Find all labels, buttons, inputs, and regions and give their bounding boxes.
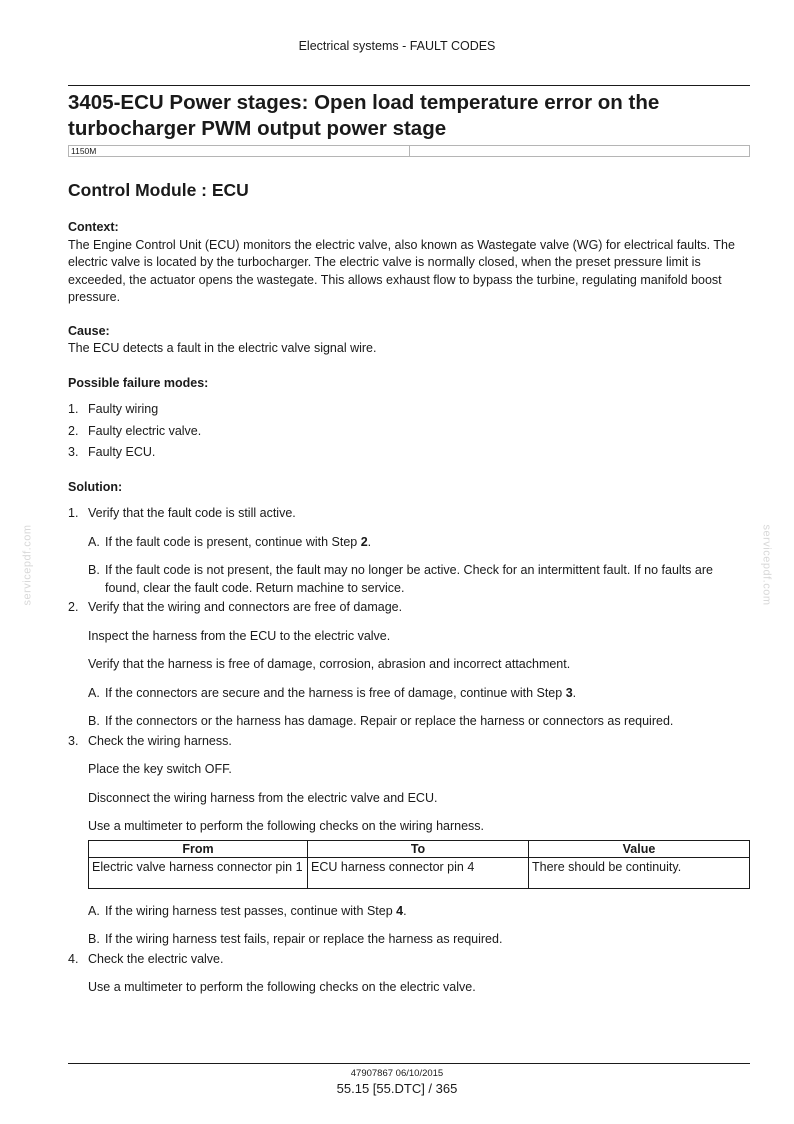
- step-3-instruction-1: Place the key switch OFF.: [88, 762, 232, 776]
- step-2-option-b: [88, 713, 750, 731]
- option-text: If the connectors or the harness has damage. Repair or replace the harness or connectors as required.: [105, 714, 674, 728]
- model-bar: [68, 145, 750, 157]
- solution-step-3: [68, 733, 750, 751]
- top-divider: [68, 85, 750, 86]
- cell-from: Electric valve harness connector pin 1: [89, 857, 308, 888]
- list-number: 3.: [68, 445, 79, 459]
- option-letter: A.: [88, 903, 100, 918]
- watermark-left: servicepdf.com: [21, 524, 34, 606]
- solution-label: Solution:: [68, 479, 123, 494]
- step-3-instruction-3: Use a multimeter to perform the following checks on the wiring harness.: [88, 819, 485, 833]
- step-number: 3.: [68, 733, 79, 748]
- option-text: If the connectors are secure and the harness is free of damage, continue with Step 3.: [105, 685, 577, 700]
- option-text: If the fault code is present, continue with Step 2.: [105, 534, 372, 549]
- step-text: Verify that the wiring and connectors are free of damage.: [88, 600, 403, 614]
- option-letter: B.: [88, 714, 100, 728]
- context-label: Context:: [68, 220, 119, 234]
- step-text: Verify that the fault code is still active.: [88, 506, 296, 520]
- cause-label: Cause:: [68, 323, 110, 338]
- model-bar-empty-cell: [409, 146, 750, 156]
- column-header-value: Value: [529, 840, 750, 857]
- step-text: Check the electric valve.: [88, 951, 224, 966]
- document-body: [68, 219, 750, 997]
- failure-modes-label: Possible failure modes:: [68, 375, 209, 390]
- step-reference: 3: [565, 685, 573, 700]
- failure-mode-item: [68, 444, 750, 462]
- failure-modes-list: [68, 401, 750, 462]
- column-header-to: To: [308, 840, 529, 857]
- running-header: Electrical systems - FAULT CODES: [298, 39, 496, 53]
- step-2-instruction-2: Verify that the harness is free of damage, corrosion, abrasion and incorrect attachment.: [88, 657, 571, 671]
- failure-mode-item: [68, 401, 750, 419]
- step-number: 2.: [68, 600, 79, 614]
- page-number: 55.15 [55.DTC] / 365: [336, 1081, 458, 1096]
- column-header-from: From: [89, 840, 308, 857]
- failure-mode-text: Faulty ECU.: [88, 445, 156, 459]
- context-text: The Engine Control Unit (ECU) monitors the electric valve, also known as Wastegate valve (WG) for electrical faults. The electric valve is located by the turbocharger. The electric valve is normally closed, when the preset pressure limit is exceeded, the actuator opens the wastegate. This allows exhaust flow to bypass the turbine, regulating manifold boost pressure.: [68, 237, 735, 304]
- cause-text: The ECU detects a fault in the electric valve signal wire.: [68, 341, 377, 355]
- step-number: 1.: [68, 506, 79, 520]
- option-letter: B.: [88, 563, 100, 577]
- step-1-option-a: [88, 534, 750, 552]
- step-3-option-a: [88, 903, 750, 921]
- bottom-divider: [68, 1063, 750, 1064]
- step-1-option-b: [88, 562, 750, 597]
- step-2-option-a: [88, 685, 750, 703]
- module-title: Control Module : ECU: [68, 180, 249, 200]
- step-reference: 2: [360, 534, 368, 549]
- option-text: If the wiring harness test fails, repair or replace the harness as required.: [105, 932, 503, 947]
- list-number: 1.: [68, 402, 79, 416]
- option-letter: B.: [88, 932, 100, 947]
- harness-check-table: [88, 840, 750, 889]
- failure-mode-item: [68, 423, 750, 441]
- step-2-instruction-1: Inspect the harness from the ECU to the electric valve.: [88, 628, 391, 643]
- step-3-instruction-2: Disconnect the wiring harness from the electric valve and ECU.: [88, 790, 438, 805]
- option-text: If the wiring harness test passes, continue with Step 4.: [105, 903, 407, 918]
- model-code: 1150M: [71, 146, 97, 156]
- solution-step-1: [68, 505, 750, 523]
- step-reference: 4: [396, 903, 404, 918]
- watermark-right: servicepdf.com: [760, 524, 773, 606]
- cell-to: ECU harness connector pin 4: [308, 857, 529, 888]
- step-number: 4.: [68, 951, 79, 966]
- option-letter: A.: [88, 685, 100, 700]
- failure-mode-text: Faulty wiring: [88, 402, 159, 416]
- step-3-option-b: [88, 931, 750, 949]
- step-text: Check the wiring harness.: [88, 733, 232, 748]
- option-text: If the fault code is not present, the fault may no longer be active. Check for an intermittent fault. If no faults are found, clear the fault code. Return machine to service.: [105, 563, 713, 595]
- cell-value: There should be continuity.: [529, 857, 750, 888]
- list-number: 2.: [68, 423, 79, 438]
- table-header-row: [89, 840, 750, 857]
- step-4-instruction-1: Use a multimeter to perform the following checks on the electric valve.: [88, 980, 476, 995]
- option-letter: A.: [88, 534, 100, 549]
- document-code: 47907867 06/10/2015: [350, 1068, 444, 1079]
- solution-step-4: [68, 951, 750, 969]
- failure-mode-text: Faulty electric valve.: [88, 423, 202, 438]
- solution-step-2: [68, 599, 750, 617]
- fault-code-title: 3405-ECU Power stages: Open load temperature error on the turbocharger PWM output power stage: [68, 91, 660, 140]
- table-row: [89, 857, 750, 888]
